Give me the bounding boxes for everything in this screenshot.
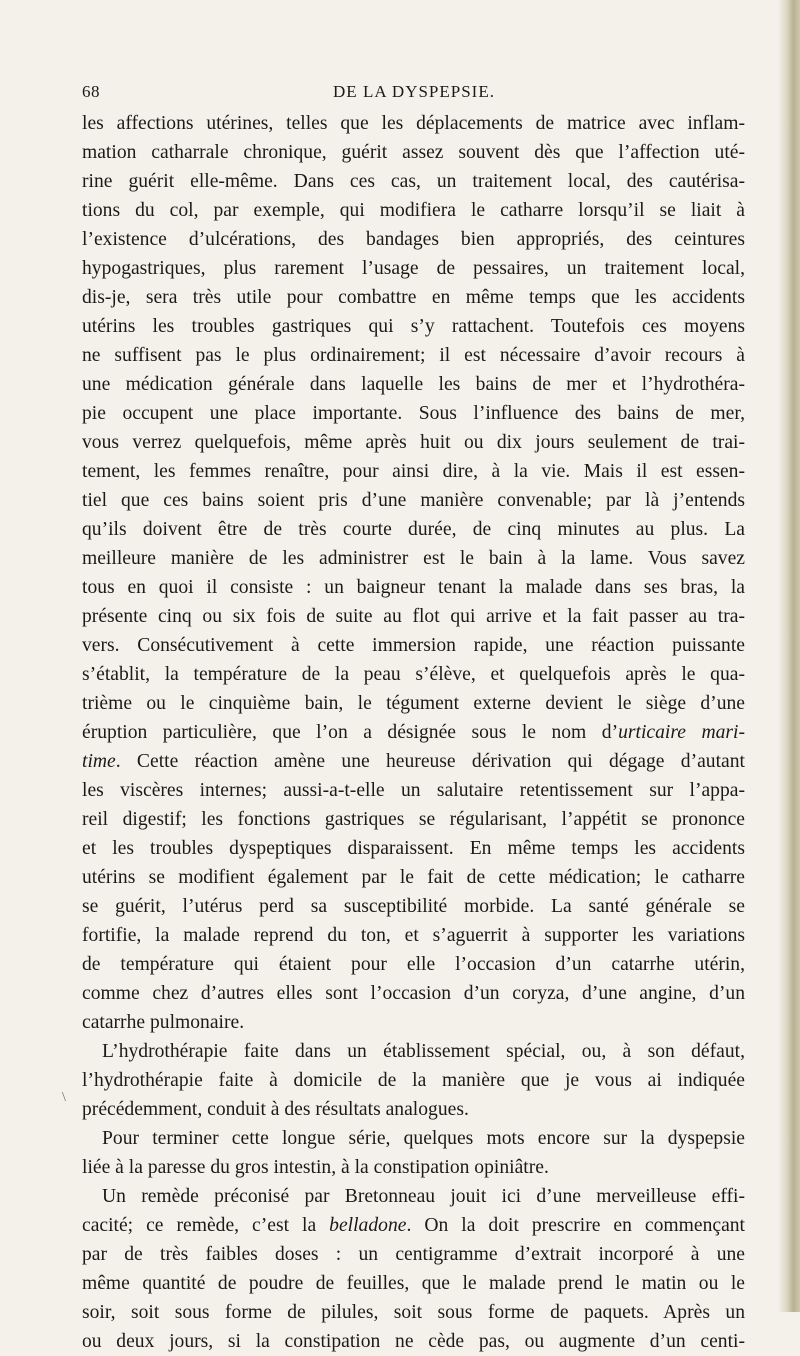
text-line: rine guérit elle-même. Dans ces cas, un traitement local, des cautérisa- [82, 171, 745, 192]
text-line: l’existence d’ulcérations, des bandages bien appropriés, des ceintures [82, 229, 745, 250]
text-segment: . Cette réaction amène une heureuse dérivation qui dégage d’autant [115, 751, 745, 772]
body-text [82, 109, 745, 1356]
text-line: Pour terminer cette longue série, quelques mots encore sur la dyspepsie [102, 1128, 745, 1149]
text-line: liée à la paresse du gros intestin, à la constipation opiniâtre. [82, 1157, 549, 1178]
page-edge-shadow [778, 0, 800, 1312]
text-line: ne suffisent pas le plus ordinairement; il est nécessaire d’avoir recours à [82, 345, 745, 366]
text-line: les affections utérines, telles que les déplacements de matrice avec inflam- [82, 113, 745, 134]
text-segment: . On la doit prescrire en commençant [406, 1215, 745, 1236]
text-line: utérins les troubles gastriques qui s’y rattachent. Toutefois ces moyens [82, 316, 745, 337]
text-line: qu’ils doivent être de très courte durée, de cinq minutes au plus. La [82, 519, 745, 540]
text-line: l’hydrothérapie faite à domicile de la manière que je vous ai indiquée [82, 1070, 745, 1091]
text-line: se guérit, l’utérus perd sa susceptibilité morbide. La santé générale se [82, 896, 745, 917]
text-line: ou deux jours, si la constipation ne cède pas, ou augmente d’un centi- [82, 1331, 745, 1352]
text-line: dis-je, sera très utile pour combattre en même temps que les accidents [82, 287, 745, 308]
text-line: comme chez d’autres elles sont l’occasion d’un coryza, d’une angine, d’un [82, 983, 745, 1004]
text-segment: cacité; ce remède, c’est la [82, 1215, 330, 1236]
text-line: les viscères internes; aussi-a-t-elle un salutaire retentissement sur l’appa- [82, 780, 745, 801]
text-line: tement, les femmes renaître, pour ainsi dire, à la vie. Mais il est essen- [82, 461, 745, 482]
text-line: tous en quoi il consiste : un baigneur tenant la malade dans ses bras, la [82, 577, 745, 598]
text-line: de température qui étaient pour elle l’occasion d’un catarrhe utérin, [82, 954, 745, 975]
text-line: tions du col, par exemple, qui modifiera le catharre lorsqu’il se liait à [82, 200, 745, 221]
text-line: fortifie, la malade reprend du ton, et s’aguerrit à supporter les variations [82, 925, 745, 946]
text-line: tiel que ces bains soient pris d’une manière convenable; par là j’entends [82, 490, 745, 511]
text-line: reil digestif; les fonctions gastriques se régularisant, l’appétit se prononce [82, 809, 745, 830]
text-line: présente cinq ou six fois de suite au flot qui arrive et la fait passer au tra- [82, 606, 745, 627]
text-segment: éruption particulière, que l’on a désignée sous le nom d’ [82, 722, 619, 743]
italic-term: urticaire mari- [618, 722, 745, 743]
text-line: précédemment, conduit à des résultats analogues. [82, 1099, 469, 1120]
italic-term: time [82, 751, 116, 772]
text-line: trième ou le cinquième bain, le tégument externe devient le siège d’une [82, 693, 745, 714]
text-line: par de très faibles doses : un centigramme d’extrait incorporé à une [82, 1244, 745, 1265]
margin-mark: \ [62, 1090, 66, 1105]
text-line [82, 1211, 745, 1240]
text-line: Un remède préconisé par Bretonneau jouit ici d’une merveilleuse effi- [102, 1186, 745, 1207]
text-line: mation catharrale chronique, guérit assez souvent dès que l’affection uté- [82, 142, 745, 163]
text-line: s’établit, la température de la peau s’élève, et quelquefois après le qua- [82, 664, 745, 685]
text-line: une médication générale dans laquelle les bains de mer et l’hydrothéra- [82, 374, 745, 395]
text-line: utérins se modifient également par le fait de cette médication; le catharre [82, 867, 745, 888]
text-line: catarrhe pulmonaire. [82, 1012, 245, 1033]
page-number: 68 [82, 82, 100, 101]
text-line [82, 718, 745, 747]
text-line: soir, soit sous forme de pilules, soit sous forme de paquets. Après un [82, 1302, 745, 1323]
text-line: pie occupent une place importante. Sous l’influence des bains de mer, [82, 403, 745, 424]
italic-term: belladone [329, 1215, 407, 1236]
text-line: meilleure manière de les administrer est le bain à la lame. Vous savez [82, 548, 745, 569]
running-head [82, 82, 746, 108]
text-line: vers. Consécutivement à cette immersion rapide, une réaction puissante [82, 635, 745, 656]
running-title: DE LA DYSPEPSIE. [333, 82, 495, 101]
text-line [82, 747, 745, 776]
text-line: même quantité de poudre de feuilles, que le malade prend le matin ou le [82, 1273, 745, 1294]
text-line: vous verrez quelquefois, même après huit ou dix jours seulement de trai- [82, 432, 745, 453]
text-line: L’hydrothérapie faite dans un établissement spécial, ou, à son défaut, [102, 1041, 745, 1062]
text-line: hypogastriques, plus rarement l’usage de pessaires, un traitement local, [82, 258, 745, 279]
text-line: et les troubles dyspeptiques disparaissent. En même temps les accidents [82, 838, 745, 859]
